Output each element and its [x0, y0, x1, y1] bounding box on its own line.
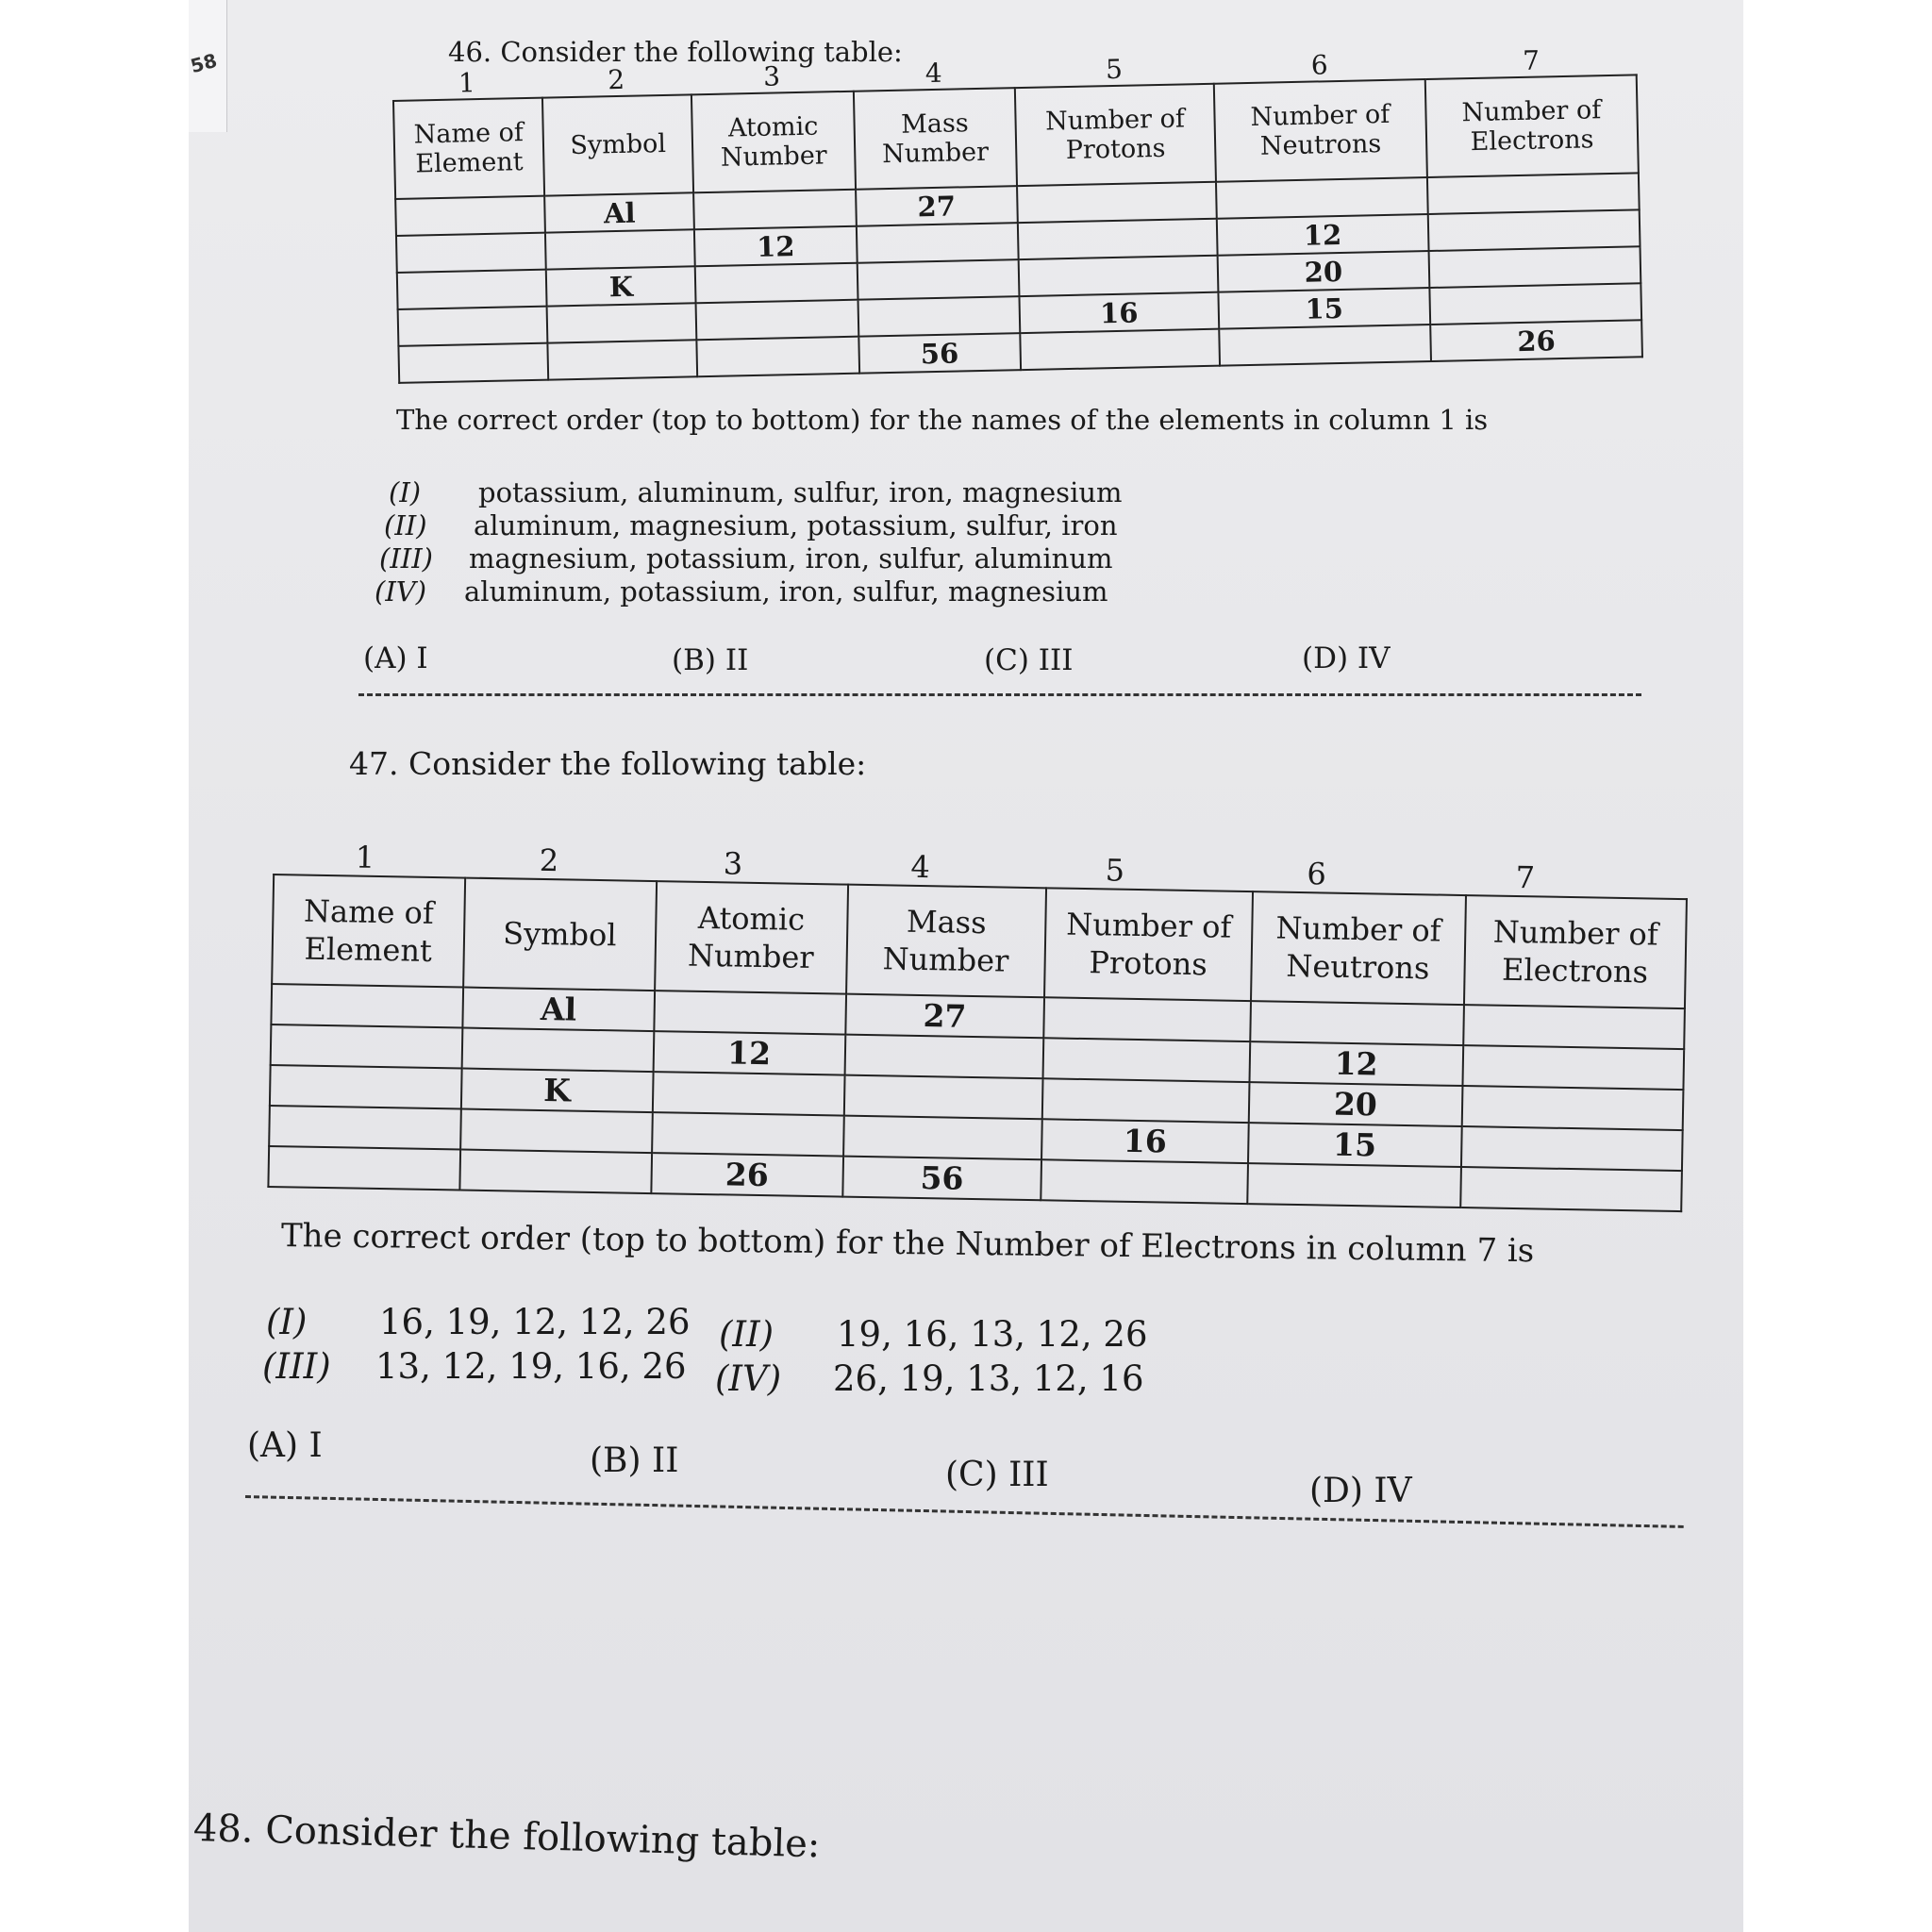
header-neutrons: Number of Neutrons: [1214, 79, 1427, 182]
table-cell: [461, 1028, 654, 1073]
table-cell: [1018, 219, 1218, 259]
header-name-of-element: Name of Element: [393, 98, 544, 199]
q47-colnum: 7: [1515, 858, 1536, 896]
header-name-of-element: Name of Element: [272, 874, 465, 988]
q46-colnum: 7: [1522, 44, 1541, 76]
q47-option-1: [266, 1302, 691, 1342]
q46-colnum: 5: [1105, 53, 1124, 86]
table-cell: [1462, 1086, 1684, 1130]
q46-option-text: aluminum, potassium, iron, sulfur, magnesium: [464, 575, 1108, 608]
header-neutrons: Number of Neutrons: [1251, 891, 1466, 1005]
table-cell: [1017, 182, 1217, 223]
table-cell: 12: [653, 1031, 845, 1075]
page-number: 58: [188, 48, 220, 78]
table-cell: [547, 303, 697, 342]
q46-stem: The correct order (top to bottom) for the names of the elements in column 1 is: [396, 404, 1489, 436]
q46-option-3: [379, 542, 1113, 575]
q46-option-1: [389, 476, 1123, 508]
q47-option-text: 19, 16, 13, 12, 26: [837, 1314, 1148, 1355]
q46-choice-d[interactable]: (D) IV: [1302, 641, 1391, 675]
table-cell: [654, 991, 846, 1035]
table-cell: [1219, 325, 1431, 366]
table-cell: 12: [1217, 214, 1429, 256]
table-cell: [696, 300, 858, 341]
table-cell: [398, 307, 548, 346]
table-cell: [460, 1109, 653, 1154]
q47-option-label: (I): [266, 1302, 308, 1342]
q47-title: 47. Consider the following table:: [349, 745, 867, 782]
q47-option-2: [719, 1314, 1148, 1355]
table-cell: 20: [1217, 251, 1429, 292]
q46-option-text: aluminum, magnesium, potassium, sulfur, iron: [474, 509, 1118, 541]
table-cell: 15: [1218, 288, 1430, 329]
q46-option-label: (III): [379, 542, 433, 575]
q46-option-4: [375, 575, 1108, 608]
header-protons: Number of Protons: [1015, 84, 1216, 186]
q47-table: [267, 874, 1688, 1212]
q46-option-text: magnesium, potassium, iron, sulfur, aluminum: [469, 542, 1113, 575]
header-atomic-number: Atomic Number: [655, 881, 848, 994]
header-electrons: Number of Electrons: [1425, 75, 1639, 177]
header-mass-number: Mass Number: [846, 885, 1047, 998]
table-cell: [398, 343, 548, 383]
q46-divider: [358, 693, 1641, 696]
table-cell: [1020, 329, 1220, 370]
table-cell: 27: [845, 994, 1044, 1039]
table-cell: 56: [842, 1157, 1041, 1201]
table-cell: [1428, 209, 1641, 251]
table-cell: [1041, 1159, 1247, 1204]
q47-colnum: 2: [539, 841, 559, 879]
q47-option-text: 16, 19, 12, 12, 26: [379, 1302, 691, 1342]
table-cell: [697, 337, 859, 377]
q46-option-label: (I): [389, 476, 422, 508]
q46-colnum: 1: [458, 67, 476, 99]
q47-option-3: [262, 1346, 687, 1387]
table-cell: [843, 1116, 1042, 1160]
table-cell: 16: [1041, 1119, 1248, 1163]
table-cell: 26: [651, 1153, 843, 1197]
q46-table: [392, 74, 1643, 384]
q47-option-label: (III): [262, 1346, 331, 1387]
table-cell: [1427, 173, 1640, 214]
q46-table-block: [391, 30, 1643, 384]
table-cell: K: [546, 266, 696, 306]
q46-colnum: 2: [607, 63, 625, 96]
table-cell: [1216, 177, 1428, 219]
q47-colnum: 3: [723, 845, 743, 882]
table-cell: Al: [462, 988, 655, 1032]
table-cell: [395, 196, 545, 236]
table-cell: 12: [1249, 1041, 1463, 1086]
q47-choice-a[interactable]: (A) I: [247, 1426, 323, 1465]
q46-option-label: (II): [384, 509, 427, 541]
table-cell: [268, 1146, 460, 1191]
table-cell: [548, 340, 698, 379]
table-cell: [271, 984, 463, 1028]
table-cell: [271, 1024, 463, 1069]
table-cell: [545, 229, 695, 269]
table-cell: [844, 1035, 1043, 1079]
table-cell: 20: [1248, 1082, 1462, 1126]
q47-option-4: [715, 1358, 1144, 1399]
q46-title: 46. Consider the following table:: [448, 36, 903, 68]
table-cell: [1250, 1001, 1464, 1045]
q46-option-text: potassium, aluminum, sulfur, iron, magnesium: [478, 476, 1123, 508]
table-cell: Al: [544, 192, 694, 232]
table-cell: 15: [1248, 1123, 1462, 1167]
header-mass-number: Mass Number: [854, 88, 1017, 190]
table-cell: [397, 270, 547, 309]
q48-title: 48. Consider the following table:: [192, 1807, 821, 1867]
table-cell: [693, 190, 856, 230]
table-cell: [1461, 1126, 1683, 1171]
q46-option-2: [384, 509, 1118, 541]
q47-choice-c[interactable]: (C) III: [945, 1456, 1049, 1494]
table-cell: [858, 296, 1020, 337]
q47-choice-d[interactable]: (D) IV: [1309, 1472, 1412, 1510]
q47-option-label: (II): [719, 1314, 774, 1355]
table-cell: [653, 1072, 845, 1116]
table-cell: [843, 1075, 1042, 1120]
table-cell: [652, 1112, 844, 1157]
q47-option-text: 26, 19, 13, 12, 16: [833, 1358, 1144, 1399]
q47-colnum: 6: [1307, 856, 1327, 892]
q47-colnum: 5: [1105, 852, 1125, 889]
q46-colnum: 6: [1310, 49, 1329, 81]
table-cell: [857, 259, 1019, 300]
table-cell: [269, 1106, 461, 1150]
table-cell: [1462, 1045, 1684, 1090]
table-cell: [1043, 1038, 1250, 1082]
q47-colnum: 1: [355, 839, 375, 875]
q46-choice-c[interactable]: (C) III: [984, 643, 1074, 677]
header-atomic-number: Atomic Number: [691, 92, 855, 193]
q47-stem: The correct order (top to bottom) for the Number of Electrons in column 7 is: [280, 1217, 1535, 1271]
table-cell: [695, 263, 858, 304]
header-protons: Number of Protons: [1044, 888, 1252, 1001]
table-cell: [1428, 246, 1641, 288]
table-cell: 26: [1430, 320, 1642, 361]
table-cell: [459, 1150, 652, 1194]
table-cell: [270, 1065, 462, 1109]
table-cell: [1429, 283, 1641, 325]
table-cell: [1463, 1005, 1685, 1049]
table-cell: [396, 233, 546, 273]
header-symbol: Symbol: [542, 94, 693, 195]
table-cell: [857, 223, 1019, 263]
table-cell: 12: [694, 226, 857, 267]
header-symbol: Symbol: [463, 878, 657, 991]
table-cell: [1247, 1163, 1461, 1208]
q47-option-label: (IV): [715, 1358, 782, 1399]
q47-colnum: 4: [910, 848, 931, 886]
q46-choice-a[interactable]: (A) I: [363, 641, 428, 675]
q46-colnum: 3: [762, 60, 781, 92]
table-cell: [1019, 256, 1219, 296]
table-cell: 27: [856, 186, 1018, 226]
q46-colnum: 4: [924, 57, 942, 90]
q47-option-text: 13, 12, 19, 16, 26: [375, 1346, 687, 1387]
header-electrons: Number of Electrons: [1464, 895, 1687, 1008]
table-cell: [1042, 1078, 1249, 1123]
q46-option-label: (IV): [375, 575, 427, 608]
table-cell: [1043, 997, 1250, 1041]
q47-table-block: [267, 830, 1688, 1212]
q46-choice-b[interactable]: (B) II: [672, 643, 749, 677]
table-cell: [1460, 1167, 1682, 1211]
q47-choice-b[interactable]: (B) II: [590, 1441, 679, 1480]
table-cell: K: [461, 1069, 654, 1113]
table-cell: 56: [858, 333, 1021, 374]
table-cell: 16: [1019, 292, 1219, 333]
